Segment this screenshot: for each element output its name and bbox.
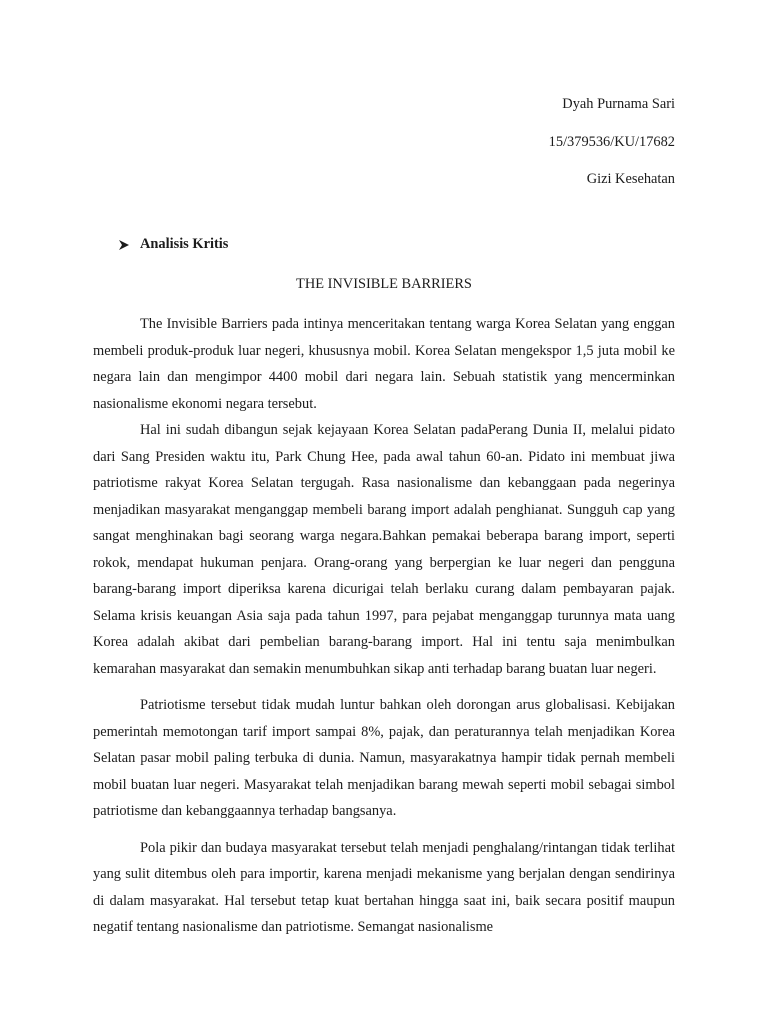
paragraph: Pola pikir dan budaya masyarakat tersebut telah menjadi penghalang/rintangan tidak terlihat yang sulit ditembus oleh para importir, karena menjadi mekanisme yang berjalan dengan sendirinya di dalam masyarakat. Hal tersebut tetap kuat bertahan hingga saat ini, baik secara positif maupun negatif tentang nasionalisme dan patriotisme. Semangat nasionalisme <box>93 839 675 935</box>
author-name: Dyah Purnama Sari <box>562 96 675 112</box>
paragraph: Hal ini sudah dibangun sejak kejayaan Korea Selatan padaPerang Dunia II, melalui pidato dari Sang Presiden waktu itu, Park Chung Hee, pada awal tahun 60-an. Pidato ini membuat jiwa patriotisme rakyat Korea Selatan tergugah. Rasa nasionalisme dan kebanggaan pada negerinya menjadikan masyarakat menganggap membeli barang import adalah penghianat. Sungguh cap yang sangat menghinakan bagi seorang warga negara.Bahkan pemakai beberapa barang import, seperti rokok, mendapat hukuman penjara. Orang-orang yang berpergian ke luar negeri dan pengguna barang-barang import diperiksa karena dicurigai telah berlaku curang dalam pembayaran pajak. Selama krisis keuangan Asia saja pada tahun 1997, para pejabat menganggap turunnya mata uang Korea adalah akibat dari pembelian barang-barang import. Hal ini tentu saja menimbulkan kemarahan masyarakat dan semakin menumbuhkan sikap anti terhadap barang buatan luar negeri. <box>93 422 675 677</box>
author-info <box>549 86 675 199</box>
paragraph: The Invisible Barriers pada intinya menceritakan tentang warga Korea Selatan yang enggan membeli produk-produk luar negeri, khususnya mobil. Korea Selatan mengekspor 1,5 juta mobil ke negara lain dan mengimpor 4400 mobil dari negara lain. Sebuah statistik yang mencerminkan nasionalisme ekonomi negara tersebut. <box>93 316 675 412</box>
section-heading-label: Analisis Kritis <box>140 236 229 252</box>
paragraph: Patriotisme tersebut tidak mudah luntur bahkan oleh dorongan arus globalisasi. Kebijakan pemerintah memotongan tarif import sampai 8%, pajak, dan peraturannya telah menjadikan Korea Selatan pasar mobil paling terbuka di dunia. Namun, masyarakatnya hampir tidak pernah membeli mobil buatan luar negeri. Masyarakat telah menjadikan barang mewah seperti mobil sebagai simbol patriotisme dan kebanggaannya terhadap bangsanya. <box>93 697 675 819</box>
body-text <box>93 311 675 941</box>
document-title: THE INVISIBLE BARRIERS <box>296 276 472 292</box>
arrow-bullet-icon <box>118 239 130 251</box>
section-heading <box>118 236 228 253</box>
student-id: 15/379536/KU/17682 <box>548 133 675 150</box>
department: Gizi Kesehatan <box>586 171 675 187</box>
